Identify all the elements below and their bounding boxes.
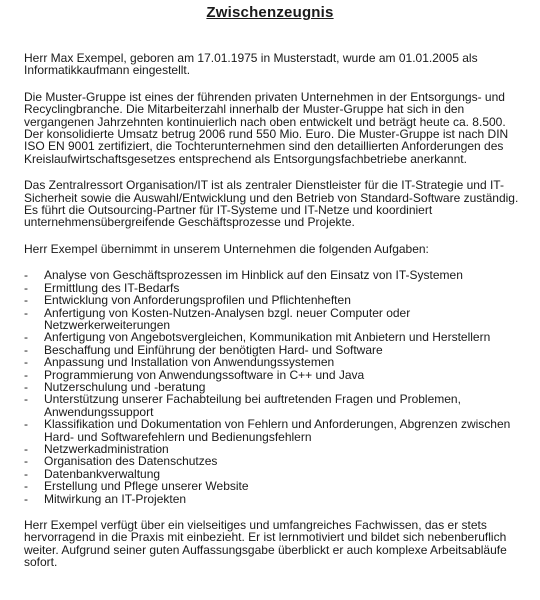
task-bullet: - [24, 491, 28, 506]
task-text: Anpassung und Installation von Anwendungssystemen [44, 355, 335, 370]
task-text: Mitwirkung an IT-Projekten [44, 491, 187, 506]
task-text: Unterstützung unserer Fachabteilung bei auftretenden Fragen und Problemen, Anwendungssupport [44, 392, 461, 419]
task-text: Ermittlung des IT-Bedarfs [44, 280, 180, 295]
task-item [24, 393, 524, 418]
task-bullet: - [24, 466, 28, 481]
task-bullet: - [24, 379, 28, 394]
paragraph-department: Das Zentralressort Organisation/IT ist als zentraler Dienstleister für die IT-Strategie und IT-Sicherheit sowie die Auswahl/Entwicklung und den Betrieb von Standard-Software zuständig. Es führt die Outsourcing-Partner für IT-Systeme und IT-Netze und koordiniert unternehmensübergreifende Geschäftsprozesse und Projekte. [24, 178, 519, 230]
task-text: Nutzerschulung und -beratung [44, 379, 206, 394]
task-item [24, 493, 524, 505]
task-bullet: - [24, 417, 28, 432]
task-text: Datenbankverwaltung [44, 466, 161, 481]
task-text: Entwicklung von Anforderungsprofilen und Pflichtenheften [44, 293, 351, 308]
task-text: Beschaffung und Einführung der benötigten Hard- und Software [44, 342, 383, 357]
task-bullet: - [24, 280, 28, 295]
paragraph-tasks-intro: Herr Exempel übernimmt in unserem Unternehmen die folgenden Aufgaben: [24, 241, 429, 256]
task-bullet: - [24, 355, 28, 370]
document-title: Zwischenzeugnis [206, 4, 334, 21]
task-text: Programmierung von Anwendungssoftware in C++ und Java [44, 367, 365, 382]
task-text: Anfertigung von Kosten-Nutzen-Analysen bzgl. neuer Computer oder Netzwerkerweiterungen [44, 305, 411, 332]
task-bullet: - [24, 392, 28, 407]
task-bullet: - [24, 479, 28, 494]
task-bullet: - [24, 454, 28, 469]
task-text: Organisation des Datenschutzes [44, 454, 218, 469]
task-text: Anfertigung von Angebotsvergleichen, Kommunikation mit Anbietern und Herstellern [44, 330, 491, 345]
task-item [24, 418, 524, 443]
task-text: Analyse von Geschäftsprozessen im Hinblick auf den Einsatz von IT-Systemen [44, 268, 463, 283]
paragraph-closing: Herr Exempel verfügt über ein vielseitiges und umfangreiches Fachwissen, das er stets hervorragend in die Praxis mit einbezieht. Er ist lernmotiviert und bildet sich nebenberuflich weiter. Aufgrund seiner guten Auffassungsgabe überblickt er auch komplexe Arbeitsabläufe sofort. [24, 518, 507, 570]
paragraph-intro: Herr Max Exempel, geboren am 17.01.1975 in Musterstadt, wurde am 01.01.2005 als Informatikkaufmann eingestellt. [24, 51, 478, 78]
task-bullet: - [24, 305, 28, 320]
task-text: Erstellung und Pflege unserer Website [44, 479, 249, 494]
task-bullet: - [24, 293, 28, 308]
task-list [24, 269, 524, 505]
task-bullet: - [24, 330, 28, 345]
task-text: Netzwerkadministration [44, 441, 169, 456]
paragraph-company: Die Muster-Gruppe ist eines der führenden privaten Unternehmen in der Entsorgungs- und Recyclingbranche. Die Mitarbeiterzahl innerhalb der Muster-Gruppe hat sich in den vergangenen Jahrzehnten kontinuierlich nach oben entwickelt und beträgt heute ca. 8.500. Der konsolidierte Umsatz betrug 2006 rund 550 Mio. Euro. Die Muster-Gruppe ist nach DIN ISO EN 9001 zertifiziert, die Tochterunternehmen sind den detaillierten Anforderungen des Kreislaufwirtschaftsgesetzes entsprechend als Entsorgungsfachbetriebe anerkannt. [24, 89, 509, 166]
document-body [24, 52, 524, 583]
task-bullet: - [24, 342, 28, 357]
task-bullet: - [24, 441, 28, 456]
task-bullet: - [24, 367, 28, 382]
task-item [24, 307, 524, 332]
task-text: Klassifikation und Dokumentation von Fehlern und Anforderungen, Abgrenzen zwischen Hard- und Softwarefehlern und Bedienungsfehlern [44, 417, 511, 444]
task-bullet: - [24, 268, 28, 283]
